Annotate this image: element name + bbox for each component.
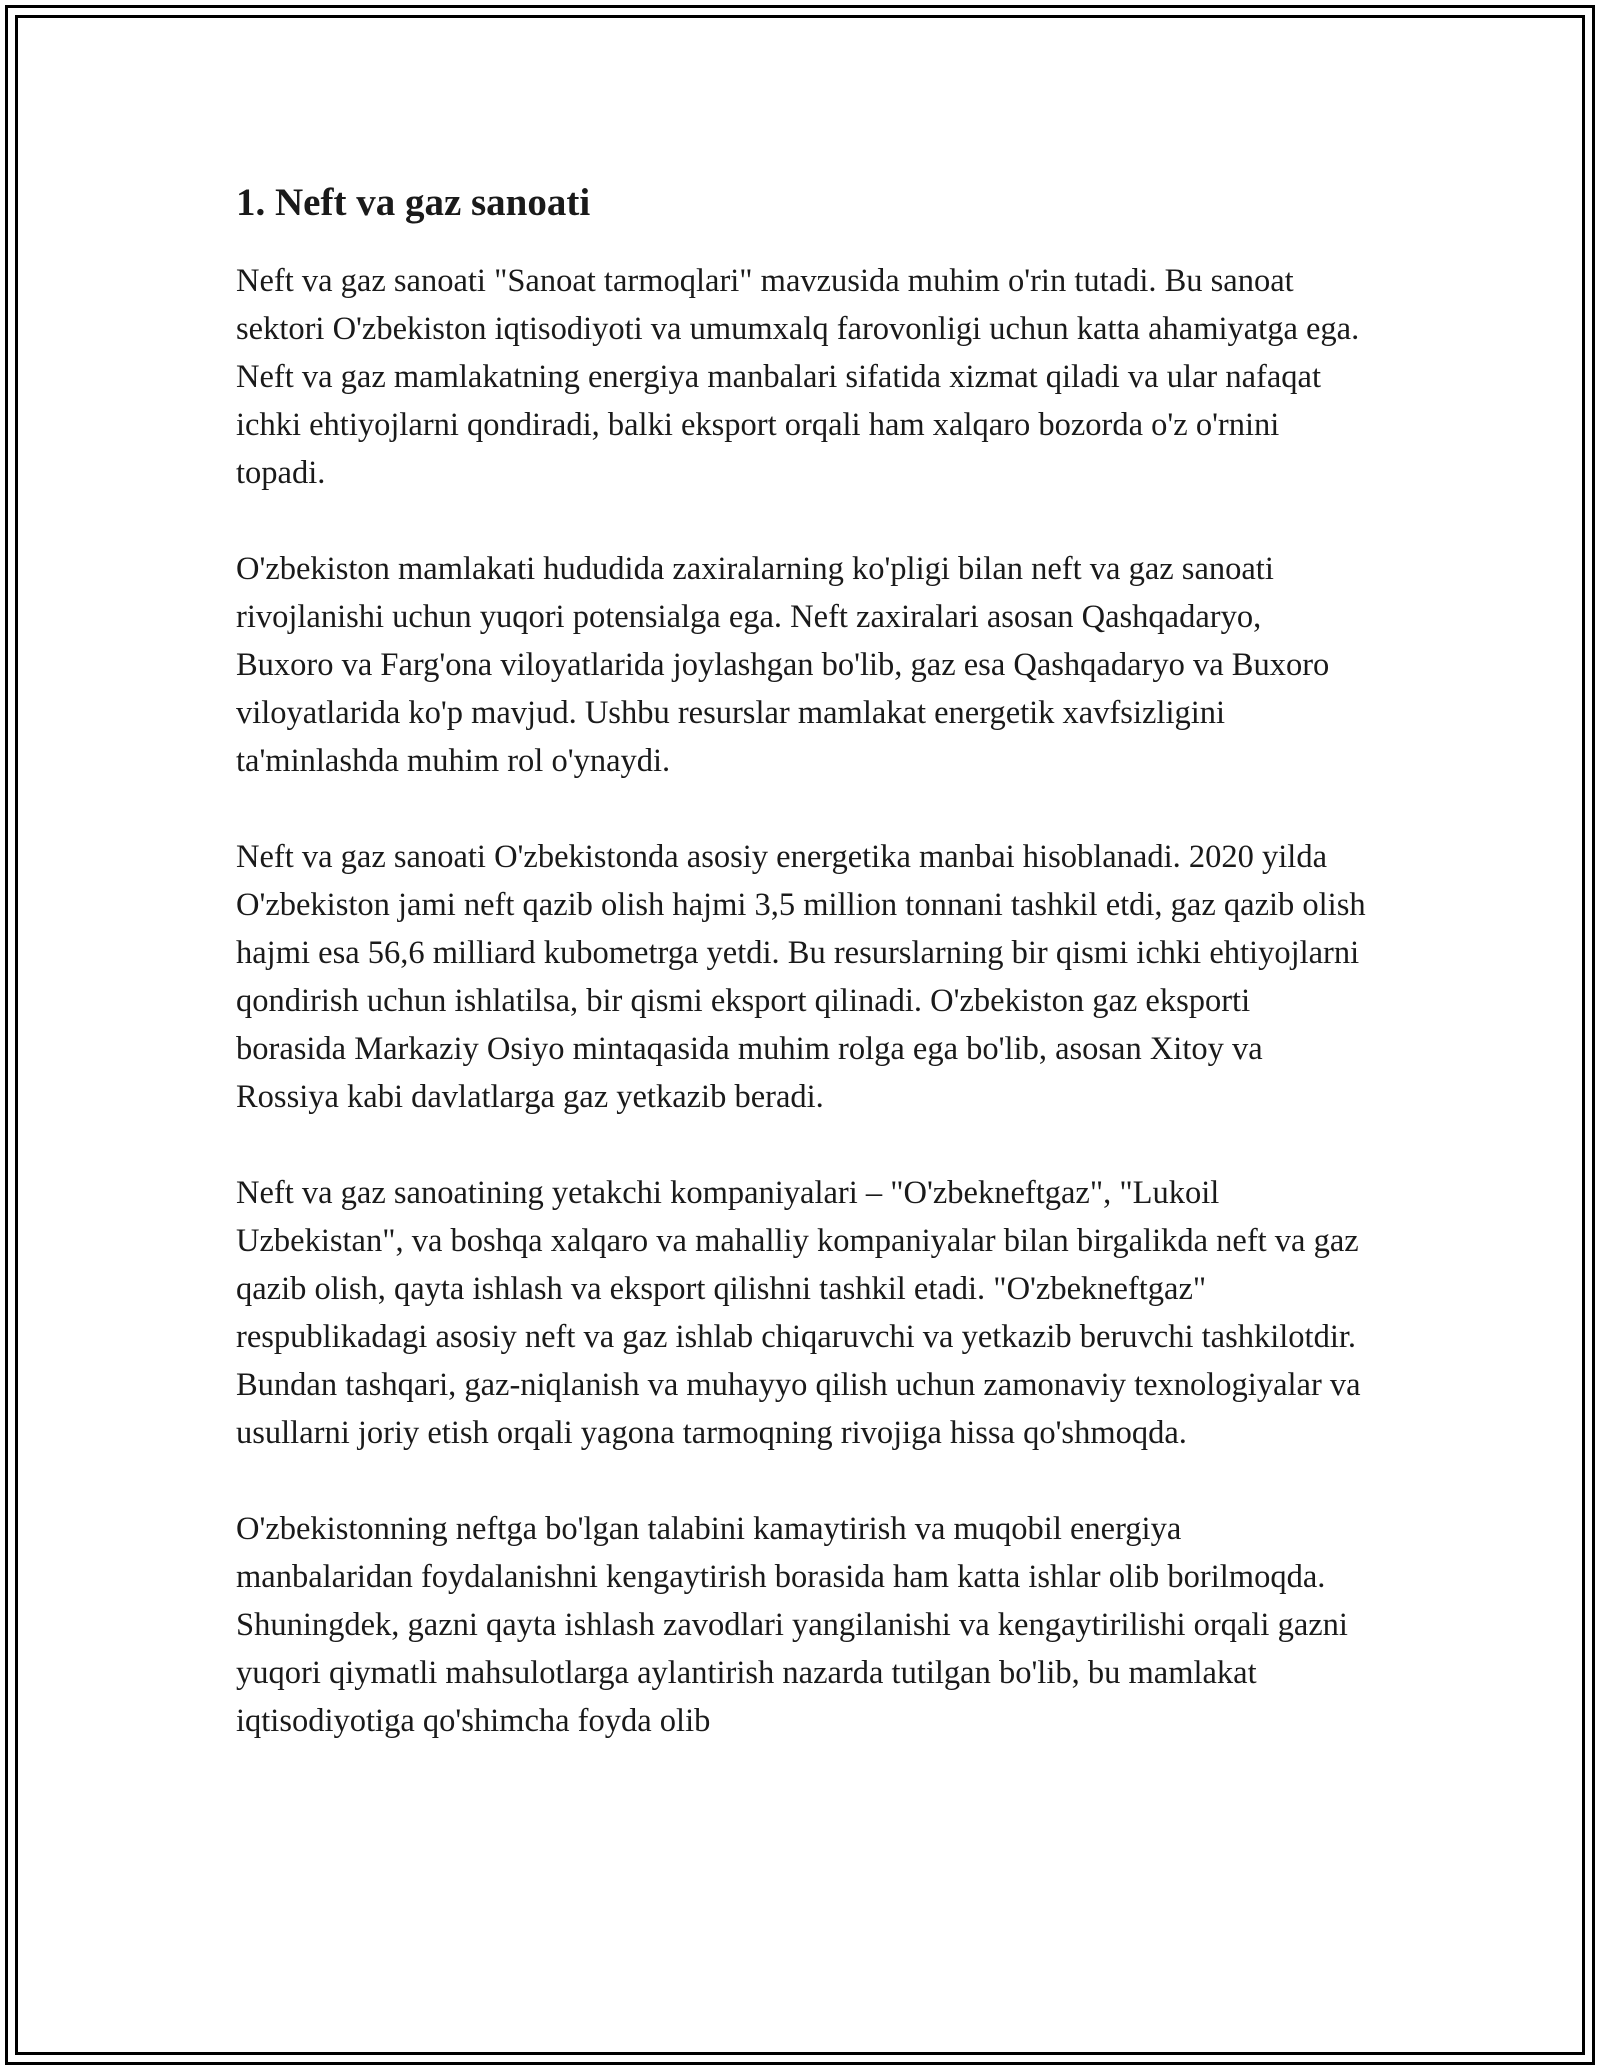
paragraph-5: O'zbekistonning neftga bo'lgan talabini kamaytirish va muqobil energiya manbalaridan foydalanishni kengaytirish borasida ham katta ishlar olib borilmoqda. Shuningdek, gazni qayta ishlash zavodlari yangilanishi va kengaytirilishi orqali gazni yuqori qiymatli mahsulotlarga aylantirish nazarda tutilgan bo'lib, bu mamlakat iqtisodiyotiga qo'shimcha foyda olib [236, 1510, 1348, 1739]
paragraph-1: Neft va gaz sanoati "Sanoat tarmoqlari" mavzusida muhim o'rin tutadi. Bu sanoat sektori O'zbekiston iqtisodiyoti va umumxalq farovonligi uchun katta ahamiyatga ega. Neft va gaz mamlakatning energiya manbalari sifatida xizmat qiladi va ular nafaqat ichki ehtiyojlarni qondiradi, balki eksport orqali ham xalqaro bozorda o'z o'rnini topadi. [236, 262, 1360, 491]
document-body [236, 180, 1366, 1793]
paragraph-4: Neft va gaz sanoatining yetakchi kompaniyalari – "O'zbekneftgaz", "Lukoil Uzbekistan", va boshqa xalqaro va mahalliy kompaniyalar bilan birgalikda neft va gaz qazib olish, qayta ishlash va eksport qilishni tashkil etadi. "O'zbekneftgaz" respublikadagi asosiy neft va gaz ishlab chiqaruvchi va yetkazib beruvchi tashkilotdir. Bundan tashqari, gaz-niqlanish va muhayyo qilish uchun zamonaviy texnologiyalar va usullarni joriy etish orqali yagona tarmoqning rivojiga hissa qo'shmoqda. [236, 1174, 1361, 1451]
section-heading: 1. Neft va gaz sanoati [236, 181, 591, 224]
paragraph-3: Neft va gaz sanoati O'zbekistonda asosiy energetika manbai hisoblanadi. 2020 yilda O'zbekiston jami neft qazib olish hajmi 3,5 million tonnani tashkil etdi, gaz qazib olish hajmi esa 56,6 milliard kubometrga yetdi. Bu resurslarning bir qismi ichki ehtiyojlarni qondirish uchun ishlatilsa, bir qismi eksport qilinadi. O'zbekiston gaz eksporti borasida Markaziy Osiyo mintaqasida muhim rolga ega bo'lib, asosan Xitoy va Rossiya kabi davlatlarga gaz yetkazib beradi. [236, 838, 1366, 1115]
paragraph-2: O'zbekiston mamlakati hududida zaxiralarning ko'pligi bilan neft va gaz sanoati rivojlanishi uchun yuqori potensialga ega. Neft zaxiralari asosan Qashqadaryo, Buxoro va Farg'ona viloyatlarida joylashgan bo'lib, gaz esa Qashqadaryo va Buxoro viloyatlarida ko'p mavjud. Ushbu resurslar mamlakat energetik xavfsizligini ta'minlashda muhim rol o'ynaydi. [236, 550, 1330, 779]
